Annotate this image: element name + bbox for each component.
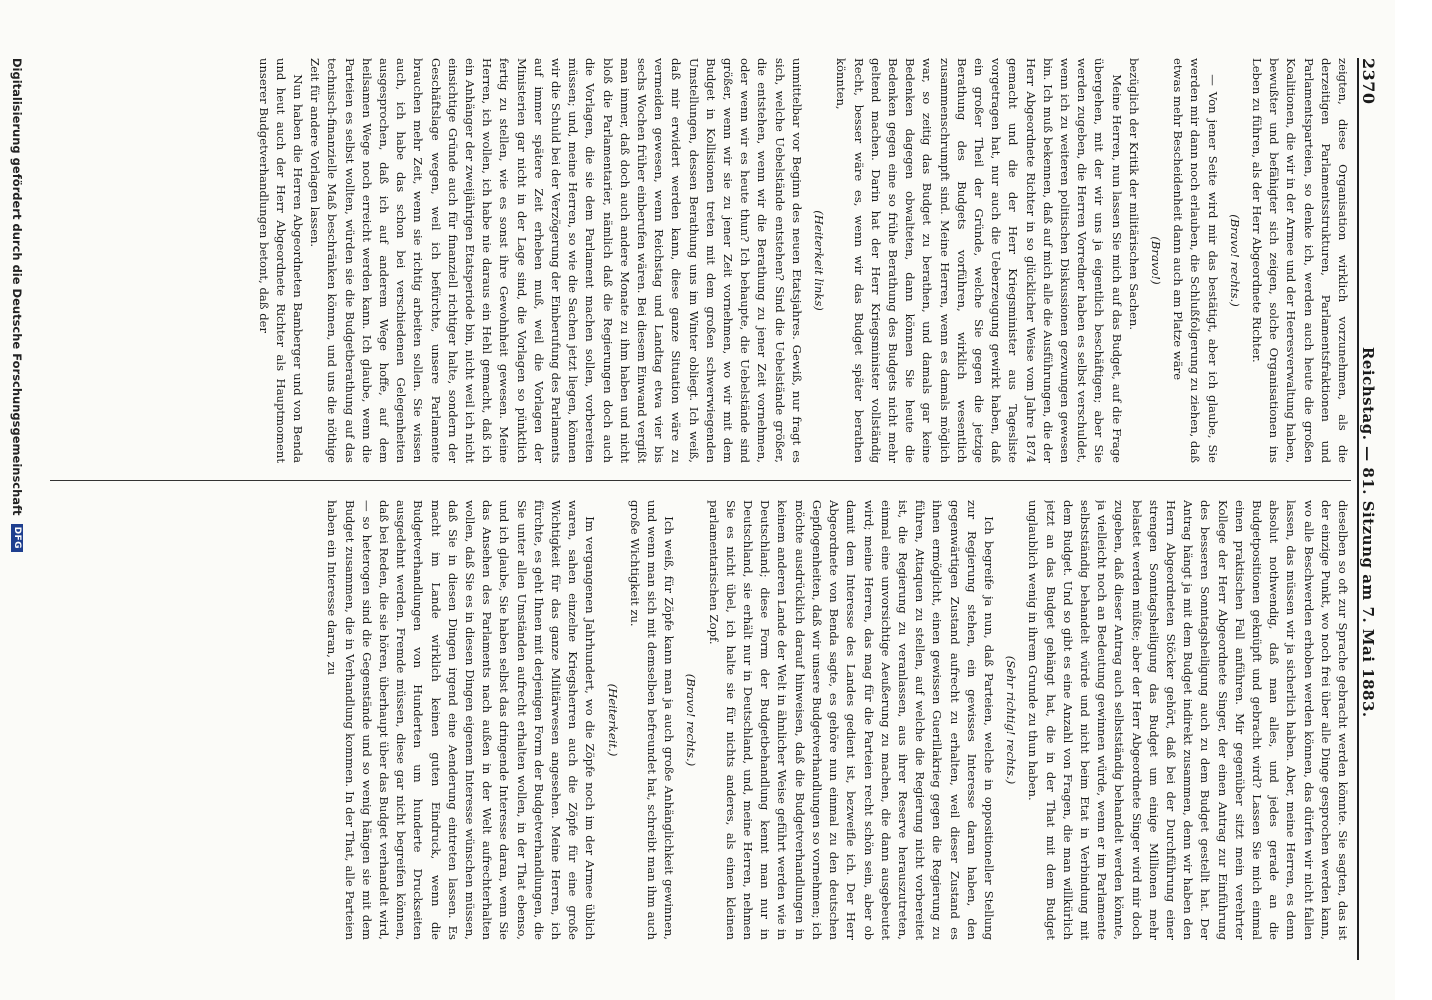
left-interjection: (Heiterkeit links): [812, 210, 827, 311]
column-divider: [50, 480, 1351, 481]
left-paragraph: bezüglich der Kritik der militärischen Sachen.: [1126, 58, 1141, 331]
digitization-note: Digitalisierung gefördert durch die Deutsche Forschungsgemeinschaft: [10, 58, 24, 516]
left-interjection: (Bravo! rechts.): [1227, 214, 1242, 307]
page-header: [1357, 58, 1389, 960]
right-paragraph: Ich begreife ja nun, daß Parteien, welche in oppositioneller Stellung zur Regierung stehen, ein gewisses Interesse daran haben, den gegenwärtigen Zustand aufrecht zu erhalten, weil dieser Zustand es ihnen ermöglicht, einen gewissen Guerillakrieg gegen die Regierung zu führen, Attaquen zu stellen, auf welche die Regierung nicht vorbereitet ist, die Regierung zu veranlassen, aus ihrer Reserve herauszutreten, einmal eine unvorsichtige Aeußerung zu machen, die dann ausgebeutet wird; meine Herren, das mag für die Parteien recht schön sein, aber ob damit dem Interesse des Landes gedient ist, bezweifle ich. Der Herr Abgeordnete von Benda sagte, es gehöre nun einmal zu den deutschen Gepflogenheiten, daß wir unsere Budgetverhandlungen so vornehmen; ich möchte ausdrücklich darauf hinweisen, daß die Budgetverhandlungen in keinem anderen Lande der Welt in ähnlicher Weise geführt werden wie in Deutschland; diese Form der Budgetbehandlung kennt man nur in Deutschland, sie erhält nur in Deutschland, und, meine Herren, nehmen Sie es nicht übel, ich halte sie für nichts anderes, als einen kleinen parlamentarischen Zopf.: [706, 500, 996, 940]
right-paragraph: Im vergangenen Jahrhundert, wo die Zöpfe noch im der Armee üblich waren, sahen einzelne Kriegsherren auch die Zöpfe für eine große Wichtigkeit für das ganze Militärwesen angesehen. Meine Herren, ich fürchte, es geht Ihnen mit derjenigen Form der Budgetverhandlungen, die Sie unter allen Umständen aufrecht erhalten wollen, in der That ebenso, und ich glaube, Sie haben selbst das dringende Interesse daran, wenn Sie das Ansehen des Parlaments nach außen in der Welt aufrechterhalten wollen, daß Sie es in diesen Dingen eigenem Interesse wünschen müssen, daß Sie in diesen Dingen irgend eine Aenderung eintreten lassen. Es macht im Lande wirklich keinen guten Eindruck, wenn die Budgetverhandlungen von Hunderten um hunderte Druckseiten ausgedehnt werden. Fremde müssen, diese gar nicht begreifen können, daß bei Reden, die sie hören, überhaupt über das Budget verhandelt wird, — so heterogen sind die Gegenstände und so wenig hängen sie mit dem Budget zusammen, die in Verhandlung kommen. In der That, alle Parteien haben ein Interesse daran, zu: [325, 500, 598, 940]
running-title: Reichstag. — 81. Sitzung am 7. Mai 1883.: [1359, 346, 1377, 718]
right-paragraph: dieselben so oft zur Sprache gebracht werden könnte. Sie sagten, das ist der einzige Punkt, wo noch frei über alle Dinge gesprochen werden kann, wo alle Beschwerden erhoben werden können, das dürfen wir nicht fallen lassen, das müssen wir ja sicherlich haben. Aber, meine Herren, es denn absolut nothwendig, daß man alles, und jedes gerade an die Budgetpositionen geknüpft und gebracht wird? Lassen Sie mich einmal einen praktischen Fall anführen. Mir gegenüber sitzt mein verehrter Kollege der Herr Abgeordnete Singer, der einen Antrag zur Einführung des besseren Sonntagsheiligung auch zu dem Budget gestellt hat. Der Antrag hängt ja mit dem Budget indirekt zusammen, denn wir haben den Herrn Abgeordneten Stöcker gehört, daß bei der Durchführung einer strengen Sonntagsheiligung das Budget um einige Millionen mehr belastet werden müßte; aber der Herr Abgeordnete Singer wird mir doch zugeben, daß dieser Antrag auch selbstständig behandelt werden könnte, ja vielleicht noch an Bedeutung gewinnen würde, wenn er im Parlamente selbstständig behandelt würde und nicht beim Etat in Verbindung mit dem Budget. Und so gibt es eine Anzahl von Fragen, die man willkürlich jetzt an das Budget gehängt hat, die in der That mit dem Budget unglaublich wenig in ihrem Grunde zu thun haben.: [1026, 500, 1350, 940]
left-column: [50, 58, 1351, 463]
right-interjection: (Sehr richtig! rechts.): [1004, 655, 1019, 785]
left-paragraph: — Von jener Seite wird mir das bestätigt, aber ich glaube, Sie werden mir dann noch erlauben, die Schlußfolgerung zu ziehen, daß etwas mehr Bescheidenheit dann auch am Platze wäre: [1171, 58, 1220, 463]
left-paragraph: Meine Herren, nun lassen Sie mich auf das Budget, auf die Frage übergehen, mit der wir uns ja eigentlich beschäftigen; aber Sie werden zugeben, die Herren Vorredner haben es selbst verschuldet, wenn ich zu weiteren politischen Diskussionen gezwungen gewesen bin. Ich muß bekennen, daß auf mich alle die Ausführungen, die der Herr Abgeordnete Richter in so glücklicher Weise vom Jahre 1874 gemacht und die der Herr Kriegsminister aus Tagesliste vorgetragen hat, nur auch die Ueberzeugung gewirkt haben, daß ein großer Theil der Gründe, welche Sie gegen die jetzige Berathung des Budgets vorführen, wirklich wesentlich zusammenschrumpft sind. Meine Herren, wenn es damals möglich war, so zeitig das Budget zu berathen, und damals gar keine Bedenken dagegen obwalteten, dann können Sie heute die Bedenken gegen eine so frühe Berathung des Budgets nicht mehr geltend machen. Darin hat der Herr Kriegsminister vollständig Recht, besser wäre es, wenn wir das Budget später berathen könnten,: [834, 58, 1124, 463]
dfg-logo: DFG: [11, 524, 23, 553]
right-column: [50, 500, 1351, 940]
right-paragraph: Ich weiß, für Zöpfe kann man ja auch große Anhänglichkeit gewinnen, und wenn man sich mit demselben befreundet hat, schreibt man ihm auch große Wichtigkeit zu.: [627, 500, 677, 940]
left-paragraph: zeigten, diese Organisation wirklich vorzunehmen, als die derzeitigen Parlamentsstrukturen, Parlamentsfraktionen und Parlamentsparteien, so denke ich, werden auch heute die großen Koalitionen, die wir in der Armee und der Heeresverwaltung haben, bewußter und befähigter sich zeigen, solche Organisationen ins Leben zu führen, als der Herr Abgeordnete Richter.: [1249, 58, 1350, 463]
left-paragraph: unmittelbar vor Beginn des neuen Etatsjahres. Gewiß, nur fragt es sich, welche Uebelstände entstehen? Sind die Uebelstände größer, die entstehen, wenn wir die Berathung zu jener Zeit vornehmen, oder wenn wir es heute thun? Ich behaupte, die Uebelstände sind größer, wenn wir sie zu jener Zeit vornehmen, wo wir mit dem Budget in Kollisionen treten mit dem großen schwerwiegenden Umstellungen, dessen Berathung uns im Winter obliegt. Ich weiß, daß mir erwidert werden kann, diese ganze Situation wäre zu vermeiden gewesen, wenn Reichstag und Landtag etwa vier bis sechs Wochen früher einberufen wären. Bei diesem Einwand vergißt man immer, daß doch auch andere Monate zu ihm haben und nicht bloß die Parlamentarier, nämlich daß die Regierungen doch auch die Vorlagen, die sie dem Parlament machen sollen, vorbereiten müssen; und, meine Herren, so wie die Sachen jetzt liegen, können wir die Schuld bei der Verzögerung der Einberufung des Parlaments auf immer spätere Zeit erheben muß, weil die Vorlagen der Ministerien gar nicht in der Lage sind, die Vorlagen so pünktlich fertig zu stellen, wie es sonst ihre Gewohnheit gewesen. Meine Herren, ich wollen, ich habe nie daraus ein Hehl gemacht, daß ich ein Anhänger der zweijährigen Etatsperiode bin, nicht weil ich nicht einsichtige Gründe auch für finanziell richtiger halte, sondern der Geschäftslage wegen, weil ich befürchte, unsere Parlamente brauchen mehr Zeit, wenn sie richtig arbeiten sollen. Sie wissen auch, ich habe das schon bei verschiedenen Gelegenheiten ausgesprochen, daß ich auf anderem Wege hoffe, auf dem heilsamen Wege noch erreicht werden kann. Ich glaube, wenn die Parteien es selbst wollten, würden sie die Budgetberathung auf das technisch-finanzielle Maß beschränken können, und uns die nöthige Zeit für andere Vorlagen lassen.: [308, 58, 804, 463]
page-footer: [6, 58, 28, 960]
left-paragraph: Nun haben die Herren Abgeordneten Bamberger und von Benda und heut auch der Herr Abgeordnete Richter als Hauptmoment unserer Budgetverhandlungen betont, daß der: [256, 58, 306, 463]
right-interjection: (Heiterkeit.): [605, 683, 620, 757]
left-interjection: (Bravo!): [1148, 236, 1163, 285]
right-interjection: (Bravo! rechts.): [684, 673, 699, 767]
page-number: 2370: [1359, 58, 1378, 105]
